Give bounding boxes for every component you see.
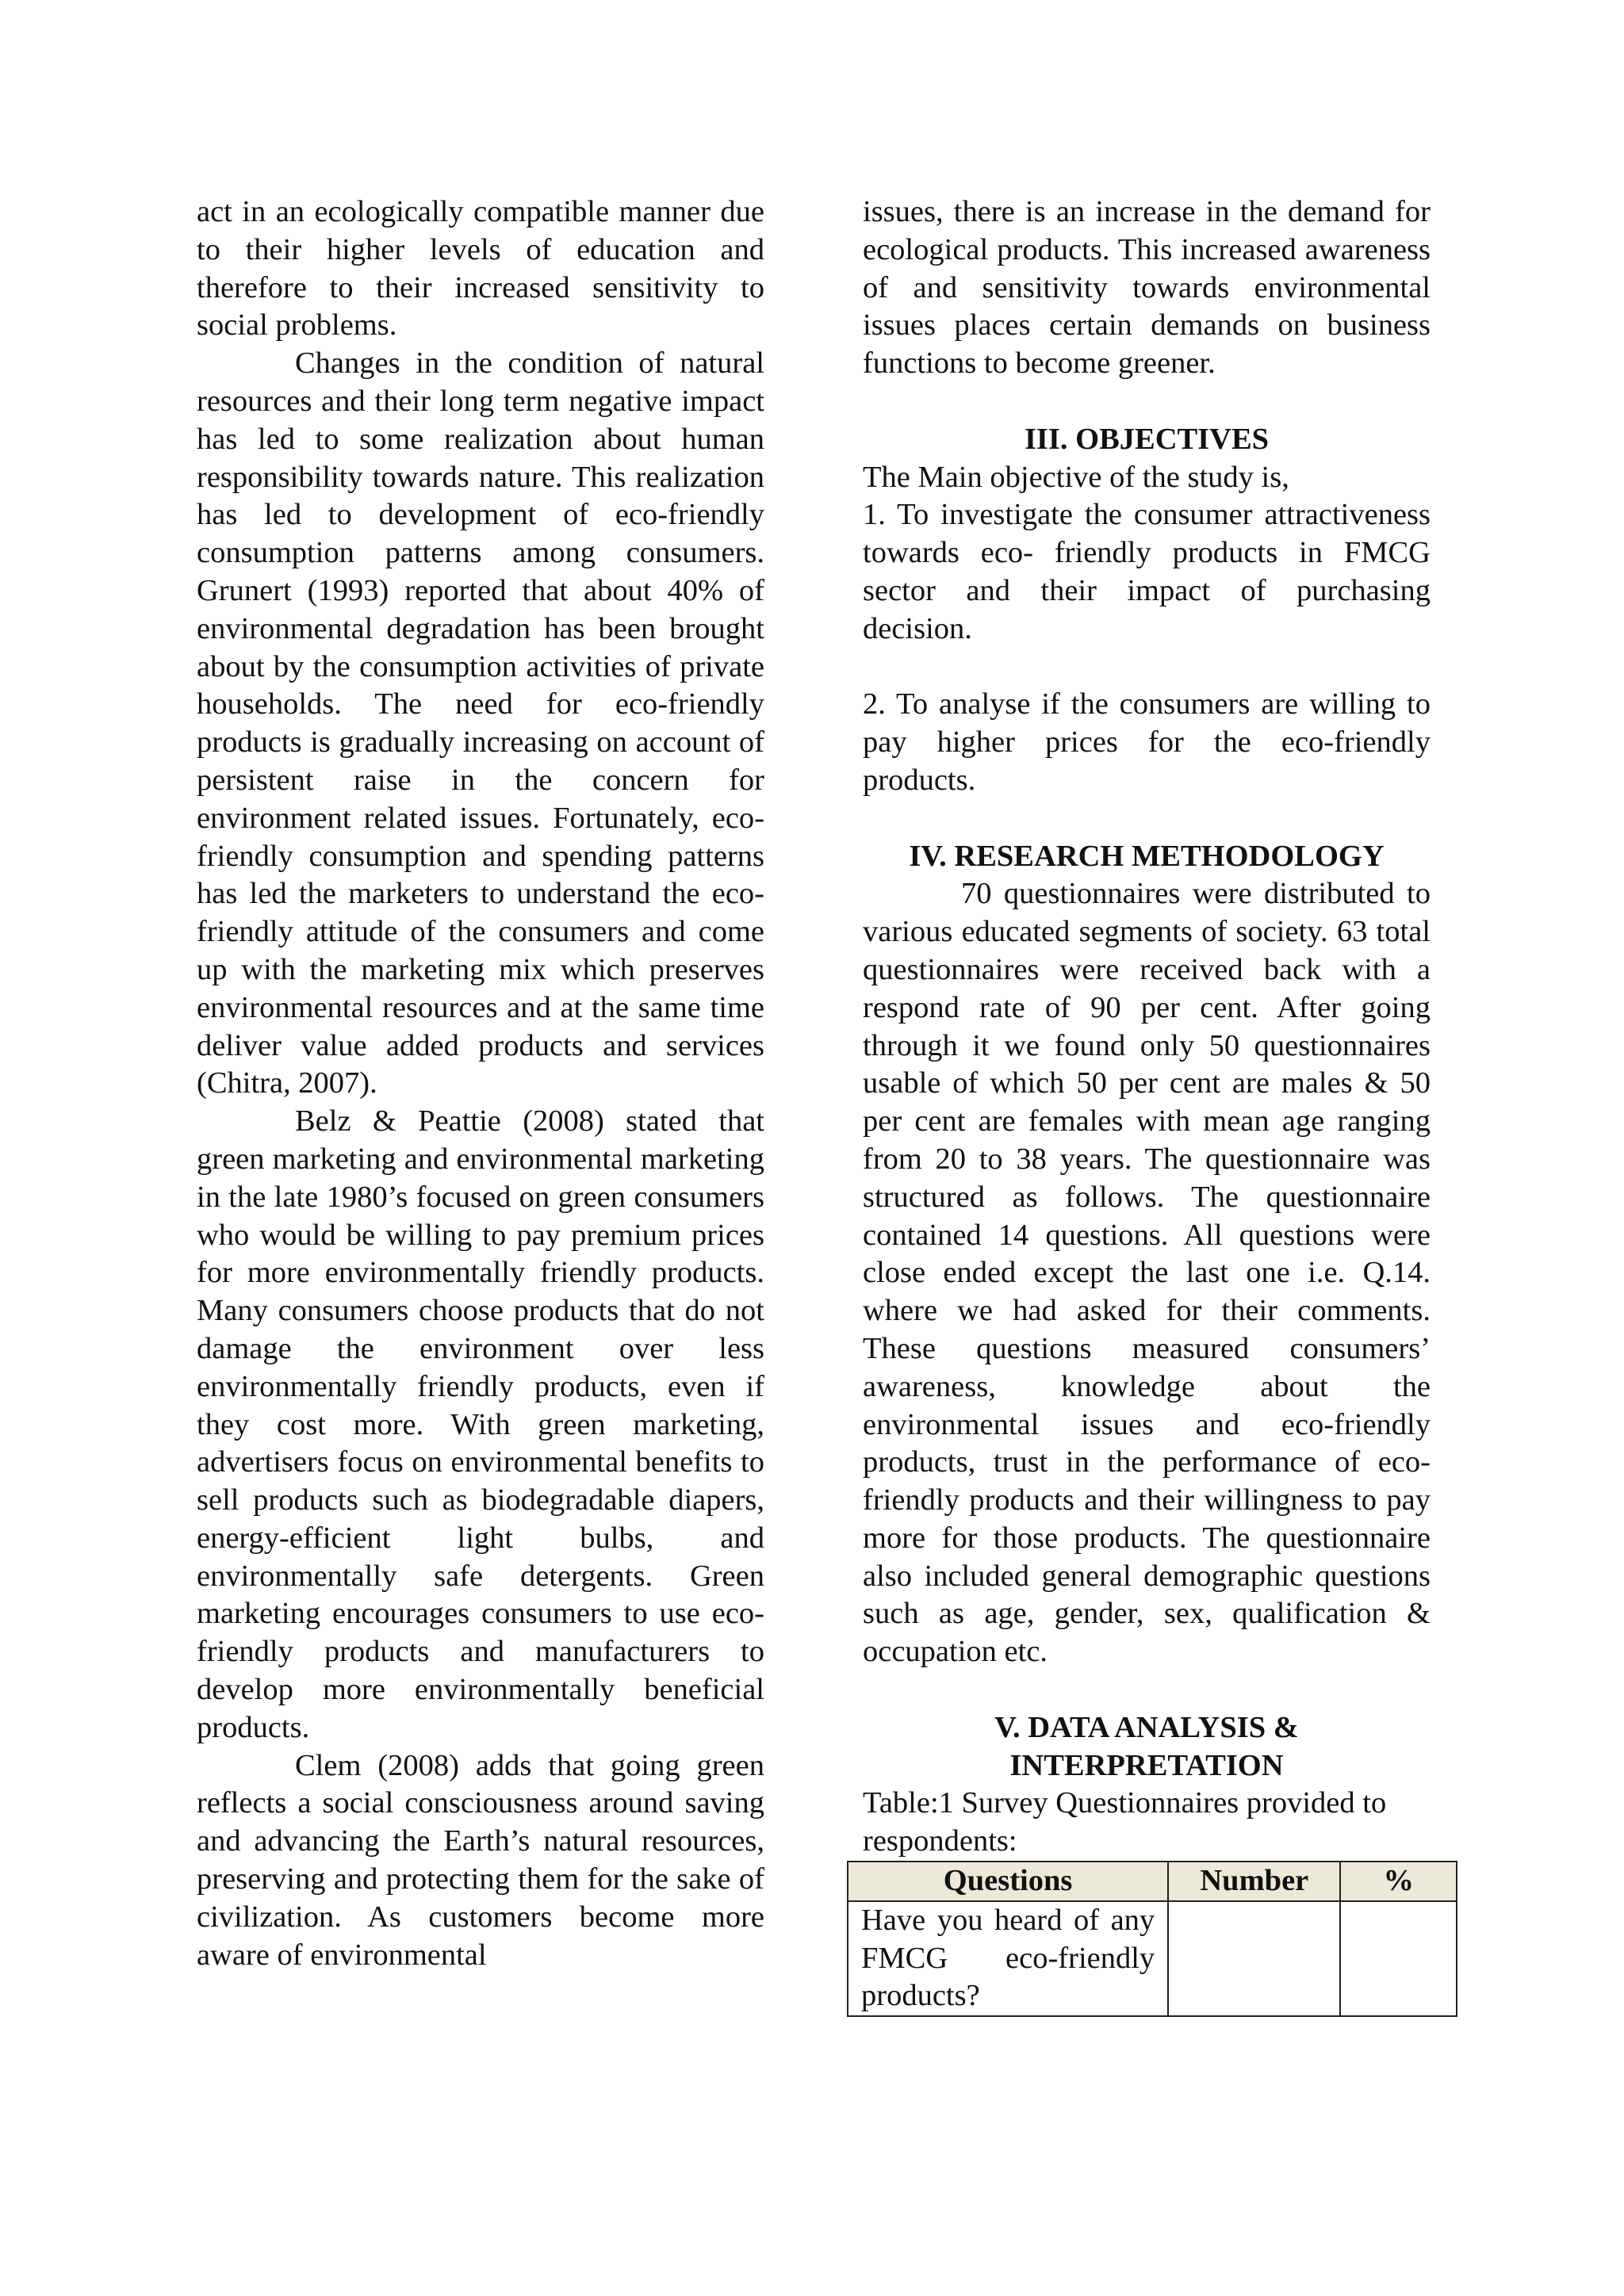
table-cell [1340, 1901, 1457, 2016]
paragraph: Belz & Peattie (2008) stated that green marketing and environmental marketing in the late 1980’s focused on green consumers who would be willing to pay premium prices for more environmentally friendly products. Many consumers choose products that do not damage the environment over less environmentally friendly products, even if they cost more. With green marketing, advertisers focus on environmental benefits to sell products such as biodegradable diapers, energy-efficient light bulbs, and environmentally safe detergents. Green marketing encourages consumers to use eco-friendly products and manufacturers to develop more environmentally beneficial products. [197, 1104, 764, 1744]
right-column [863, 193, 1431, 2017]
paragraph: 70 questionnaires were distributed to various educated segments of society. 63 total questionnaires were received back with a respond rate of 90 per cent. After going through it we found only 50 questionnaires usable of which 50 per cent are males & 50 per cent are females with mean age ranging from 20 to 38 years. The questionnaire was structured as follows. The questionnaire contained 14 questions. All questions were close ended except the last one i.e. Q.14. where we had asked for their comments. These questions measured consumers’ awareness, knowledge about the environmental issues and eco-friendly products, trust in the performance of eco-friendly products and their willingness to pay more for those products. The questionnaire also included general demographic questions such as age, gender, sex, qualification & occupation etc. [863, 877, 1431, 1669]
paragraph: act in an ecologically compatible manner due to their higher levels of education and therefore to their increased sensitivity to social problems. [197, 195, 764, 342]
table-header-row [848, 1862, 1457, 1901]
spacer [863, 649, 1431, 687]
spacer [863, 800, 1431, 838]
section-heading-objectives: III. OBJECTIVES [1024, 422, 1270, 456]
paragraph: issues, there is an increase in the demand for ecological products. This increased awareness of and sensitivity towards environmental issues places certain demands on business functions to become greener. [863, 195, 1431, 381]
left-column [197, 193, 764, 1974]
table-row [848, 1901, 1457, 2016]
objective-item: 2. To analyse if the consumers are willing to pay higher prices for the eco-friendly products. [863, 687, 1431, 797]
section-heading-methodology: IV. RESEARCH METHODOLOGY [909, 839, 1385, 873]
column-header: Number [1168, 1862, 1340, 1901]
spacer [863, 1671, 1431, 1709]
paragraph: Clem (2008) adds that going green reflects a social consciousness around saving and advancing the Earth’s natural resources, preserving and protecting them for the sake of civilization. As customers become more aware of environmental [197, 1748, 764, 1972]
column-header: % [1340, 1862, 1457, 1901]
table-cell: Have you heard of any FMCG eco-friendly products? [848, 1901, 1168, 2016]
paragraph: Changes in the condition of natural resources and their long term negative impact has led to some realization about human responsibility towards nature. This realization has led to development of eco-friendly consumption patterns among consumers. Grunert (1993) reported that about 40% of environmental degradation has been brought about by the consumption activities of private households. The need for eco-friendly products is gradually increasing on account of persistent raise in the concern for environment related issues. Fortunately, eco-friendly consumption and spending patterns has led the marketers to understand the eco-friendly attitude of the consumers and come up with the marketing mix which preserves environmental resources and at the same time deliver value added products and services (Chitra, 2007). [197, 346, 764, 1100]
survey-table [847, 1861, 1457, 2017]
spacer [863, 383, 1431, 421]
section-heading-analysis: V. DATA ANALYSIS & [994, 1710, 1299, 1744]
objective-item: 1. To investigate the consumer attractiveness towards eco- friendly products in FMCG sector and their impact of purchasing decision. [863, 498, 1431, 645]
section-heading-analysis-line2: INTERPRETATION [1009, 1748, 1284, 1782]
table-cell [1168, 1901, 1340, 2016]
objectives-intro: The Main objective of the study is, [863, 460, 1289, 494]
column-header: Questions [848, 1862, 1168, 1901]
table-caption: Table:1 Survey Questionnaires provided to respondents: [863, 1786, 1387, 1858]
